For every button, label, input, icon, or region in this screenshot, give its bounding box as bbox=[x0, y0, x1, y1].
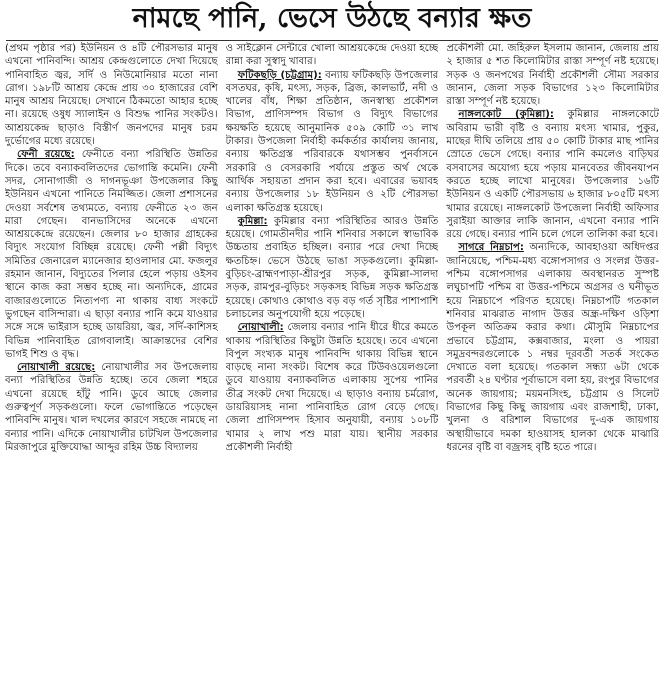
article-paragraph bbox=[226, 42, 439, 69]
paragraph-text: ও সাইক্লোন সেন্টারে খোলা আশ্রয়কেন্দ্রে দেওয়া হচ্ছে রান্না করা সুস্বাদু খাবার। bbox=[225, 43, 439, 68]
article-column-1 bbox=[5, 42, 218, 676]
location-subheading: নোয়াখালী রয়েছে: bbox=[17, 362, 96, 374]
paragraph-text: ফেনীতে বন্যা পরিস্থিতি উন্নতির দিকে। তবে বন্যাকবলিতদের ভোগান্তি কমেনি। ফেনী সদর, সোনাগাজী ও দাগনভূঞা উপজেলার কিছু ইউনিয়ন এখনো পানিতে নিমজ্জিত। জেলা প্রশাসনের দেওয়া সর্বশেষ তথ্যমতে, বন্যায় ফেনীতে ২৩ জন মারা গেছেন। বানভাসিদের অনেকে এখনো আশ্রয়কেন্দ্রে রয়েছেন। জেলার ৮০ হাজার গ্রাহকের বিদ্যুৎ সংযোগ বিচ্ছিন্ন রয়েছে। ফেনী পল্লী বিদ্যুৎ সমিতির জেনারেল ম্যানেজার হাওলাদার মো. ফজলুর রহমান জানান, বিদ্যুতের পিলার হেলে পড়ায় ওইসব স্থানে কাজ করা সম্ভব হচ্ছে না। অন্যদিকে, গ্রামের বাজারগুলোতে নিত্যপণ্য না থাকায় বাধ্য সংকটে ভুগছেন বাসিন্দারা। এ ছাড়া বন্যার পানি কমে যাওয়ার সঙ্গে সঙ্গে ভাইরাস হচ্ছে ডায়রিয়া, জ্বর, সর্দি-কাশিসহ বিভিন্ন পানিবাহিত রোগবালাই। আক্রান্তদের বেশির ভাগই শিশু ও বৃদ্ধ। bbox=[5, 149, 218, 360]
location-subheading: নাঙ্গলকোট (কুমিল্লা): bbox=[458, 109, 554, 121]
paragraph-text: ইউনিয়ন ও ৪টি পৌরসভার মানুষ এখনো পানিবন্দি। আশ্রয় কেন্দ্রগুলোতে দেখা দিয়েছে পানিবাহিত জ্বর, সর্দি ও নিউমোনিয়ার মতো নানা রোগ। ১৯৮টি আশ্রয় কেন্দ্রে প্রায় ৩০ হাজারের বেশি মানুষ আশ্রয় নিয়েছে। সেখানে ঠিকমতো আহার হচ্ছে না। রয়েছে ওষুধ স্যালাইন ও বিশুদ্ধ পানির সংকটও। আশ্রয়কেন্দ্র ছাড়াও বিস্তীর্ণ জনপদের মানুষ চরম দুর্ভোগের মধ্যে রয়েছে। bbox=[5, 43, 218, 148]
article-paragraph bbox=[226, 215, 439, 321]
location-subheading: নোয়াখালী: bbox=[237, 322, 284, 334]
location-subheading: সাগরে নিম্নচাপ: bbox=[458, 242, 524, 254]
paragraph-text: বন্যায় ফটিকছড়ি উপজেলার বসতঘর, কৃষি, মৎস্য, সড়ক, ব্রিজ, কালভার্ট, নদী ও খালের বাঁধ, শিক্ষা প্রতিষ্ঠান, জনস্বাস্থ্য প্রকৌশল বিভাগ, প্রাণিসম্পদ বিভাগ ও বিদ্যুৎ বিভাগের ক্ষয়ক্ষতি হয়েছে আনুমানিক ৫০৯ কোটি ৩১ লাখ টাকার। উপজেলা নির্বাহী কর্মকর্তার কার্যালয় জানায়, বন্যায় ক্ষতিগ্রস্ত পরিবারকে যথাসম্ভব পুনর্বাসনে সরকারি ও বেসরকারি পর্যায়ে প্রস্তুত অর্থ থেকে আর্থিক সহায়তা প্রদান করা হবে। এবারের ভয়াবহ বন্যায় উপজেলার ১৮ ইউনিয়ন ও ২টি পৌরসভা এলাকা ক্ষতিগ্রস্ত হয়েছে। bbox=[225, 69, 439, 214]
location-subheading: কুমিল্লা: bbox=[237, 215, 268, 227]
article-column-2 bbox=[226, 42, 439, 676]
article-paragraph bbox=[446, 108, 659, 241]
headline: নামছে পানি, ভেসে উঠছে বন্যার ক্ষত bbox=[132, 3, 532, 34]
article-column-3 bbox=[446, 42, 659, 676]
article-paragraph bbox=[5, 361, 218, 454]
article-paragraph bbox=[226, 321, 439, 454]
paragraph-text: কুমিল্লার বন্যা পরিস্থিতির আরও উন্নতি হয়েছে। গোমতীনদীর পানি শনিবার সকালে স্বাভাবিক উচ্চতায় প্রবাহিত হচ্ছিল। বন্যার পরে দেখা দিচ্ছে ক্ষতচিহ্ন। ভেসে উঠছে ভাঙা সড়কগুলো। কুমিল্লা-বুড়িচং-ব্রাহ্মণপাড়া-শ্রীরপুর সড়ক, কুমিল্লা-সালদা সড়ক, রামপুর-বুড়িচং সড়কসহ বিভিন্ন সড়ক ক্ষতিগ্রস্ত হয়েছে। কোথাও কোথাও বড় বড় গর্ত সৃষ্টির পাশাপাশি চলাচলের অনুপযোগী হয়ে পড়েছে। bbox=[225, 215, 439, 320]
article-columns bbox=[5, 42, 659, 676]
paragraph-text: জেলায় বন্যার পানি ধীরে ধীরে কমতে থাকায় পরিস্থিতির কিছুটা উন্নতি হয়েছে। তবে এখনো বিপুল সংখ্যক মানুষ পানিবন্দি থাকায় বিভিন্ন স্থানে বাড়ছে নানা সংকট। বিশেষ করে টিউবওয়েলগুলো ডুবে যাওয়ায় বন্যাকবলিত এলাকায় সুপেয় পানির তীব্র সংকট দেখা দিয়েছে। এ ছাড়াও বন্যায় চর্মরোগ, ডায়রিয়াসহ নানা পানিবাহিত রোগ বেড়ে গেছে। জেলা প্রাণিসম্পদ হিসাব অনুযায়ী, বন্যায় ১০৮টি খামার ২ লাখ পশু মারা যায়। স্থানীয় সরকার প্রকৌশলী নির্বাহী bbox=[225, 322, 439, 453]
article-paragraph bbox=[5, 42, 218, 148]
paragraph-text: অন্যদিকে, আবহাওয়া অধিদপ্তর জানিয়েছে, পশ্চিম-মধ্য বঙ্গোপসাগর ও সংলগ্ন উত্তর-পশ্চিম বঙ্গোপসাগর এলাকায় অবস্থানরত সুস্পষ্ট লঘুচাপটি পশ্চিম বা উত্তর-পশ্চিমে অগ্রসর ও ঘনীভূত হয়ে নিম্নচাপে পরিণত হয়েছে। নিম্নচাপটি গতকাল শনিবার মাঝরাত নাগাদ উত্তর অন্ধ্র-দক্ষিণ ওড়িশা উপকূল অতিক্রম করার কথা। মৌসুমি নিম্নচাপের প্রভাবে চট্টগ্রাম, কক্সবাজার, মংলা ও পায়রা সমুদ্রবন্দরগুলোকে ১ নম্বর দূরবর্তী সতর্ক সংকেত দেখাতে বলা হয়েছে। গতকাল সন্ধ্যা ৬টা থেকে পরবর্তী ২৪ ঘণ্টার পূর্বাভাসে বলা হয়, রংপুর বিভাগের অনেক জায়গায়; ময়মনসিংহ, চট্টগ্রাম ও সিলেট বিভাগের কিছু কিছু জায়গায় এবং রাজশাহী, ঢাকা, খুলনা ও বরিশাল বিভাগের দু-এক জায়গায় অস্থায়ীভাবে দমকা হাওয়াসহ হালকা থেকে মাঝারি ধরনের বৃষ্টি বা বজ্রসহ বৃষ্টি হতে পারে। bbox=[446, 242, 660, 453]
article-paragraph bbox=[446, 42, 659, 108]
continuation-label: (প্রথম পৃষ্ঠার পর) bbox=[5, 43, 81, 54]
paragraph-text: নোয়াখালীর সব উপজেলায় বন্যা পরিস্থিতির উন্নতি হচ্ছে। তবে জেলা শহরে এখনো রয়েছে হাঁটু পানি। ডুবে আছে জেলার গুরুত্বপূর্ণ সড়কগুলো। ফলে ভোগান্তিতে পড়েছেন পানিবন্দি মানুষ। খাল দখলের কারণে সহজে নামছে না বন্যার পানি। এদিকে নোয়াখালীর চাটখিল উপজেলার মিরজাপুরে মুক্তিযোদ্ধা আব্দুর রহিম উচ্চ বিদ্যালয় bbox=[5, 362, 218, 453]
headline-divider bbox=[6, 40, 658, 41]
paragraph-text: কুমিল্লার নাঙ্গলকোটে অবিরাম ভারী বৃষ্টি ও বন্যায় মৎস্য খামার, পুকুর, মাছের দীঘি তলিয়ে প্রায় ৫০ কোটি টাকার মাছ পানির স্রোতে ভেসে গেছে। বন্যার পানি কমলেও বাড়িঘর বসবাসের অযোগ্য হয়ে পড়ায় মানবেতর জীবনযাপন করতে হচ্ছে লাখো মানুষের। উপজেলার ১৬টি ইউনিয়ন ও একটি পৌরসভায় ৬ হাজার ৮০৫টি মৎস্য খামার রয়েছে। নাঙ্গলকোট উপজেলা নির্বাহী অফিসার সুরাইয়া আক্তার লাকি জানান, এখনো বন্যার পানি রয়ে গেছে। বন্যার পানি চলে গেলে তালিকা করা হবে। bbox=[446, 109, 660, 241]
paragraph-text: প্রকৌশলী মো. জহিরুল ইসলাম জানান, জেলায় প্রায় ২ হাজার ৫ শত কিলোমিটার রাস্তা সম্পূর্ণ নষ্ট হয়েছে। সড়ক ও জনপথের নির্বাহী প্রকৌশলী সৌম্য সরকার জানান, জেলা সড়ক বিভাগের ১২৩ কিলোমিটার রাস্তা সম্পূর্ণ নষ্ট হয়েছে। bbox=[446, 43, 660, 108]
location-subheading: ফটিকছড়ি (চট্টগ্রাম): bbox=[237, 69, 322, 81]
article-paragraph bbox=[446, 241, 659, 454]
article-paragraph bbox=[226, 69, 439, 215]
article-paragraph bbox=[5, 148, 218, 361]
location-subheading: ফেনী রয়েছে: bbox=[17, 149, 75, 161]
